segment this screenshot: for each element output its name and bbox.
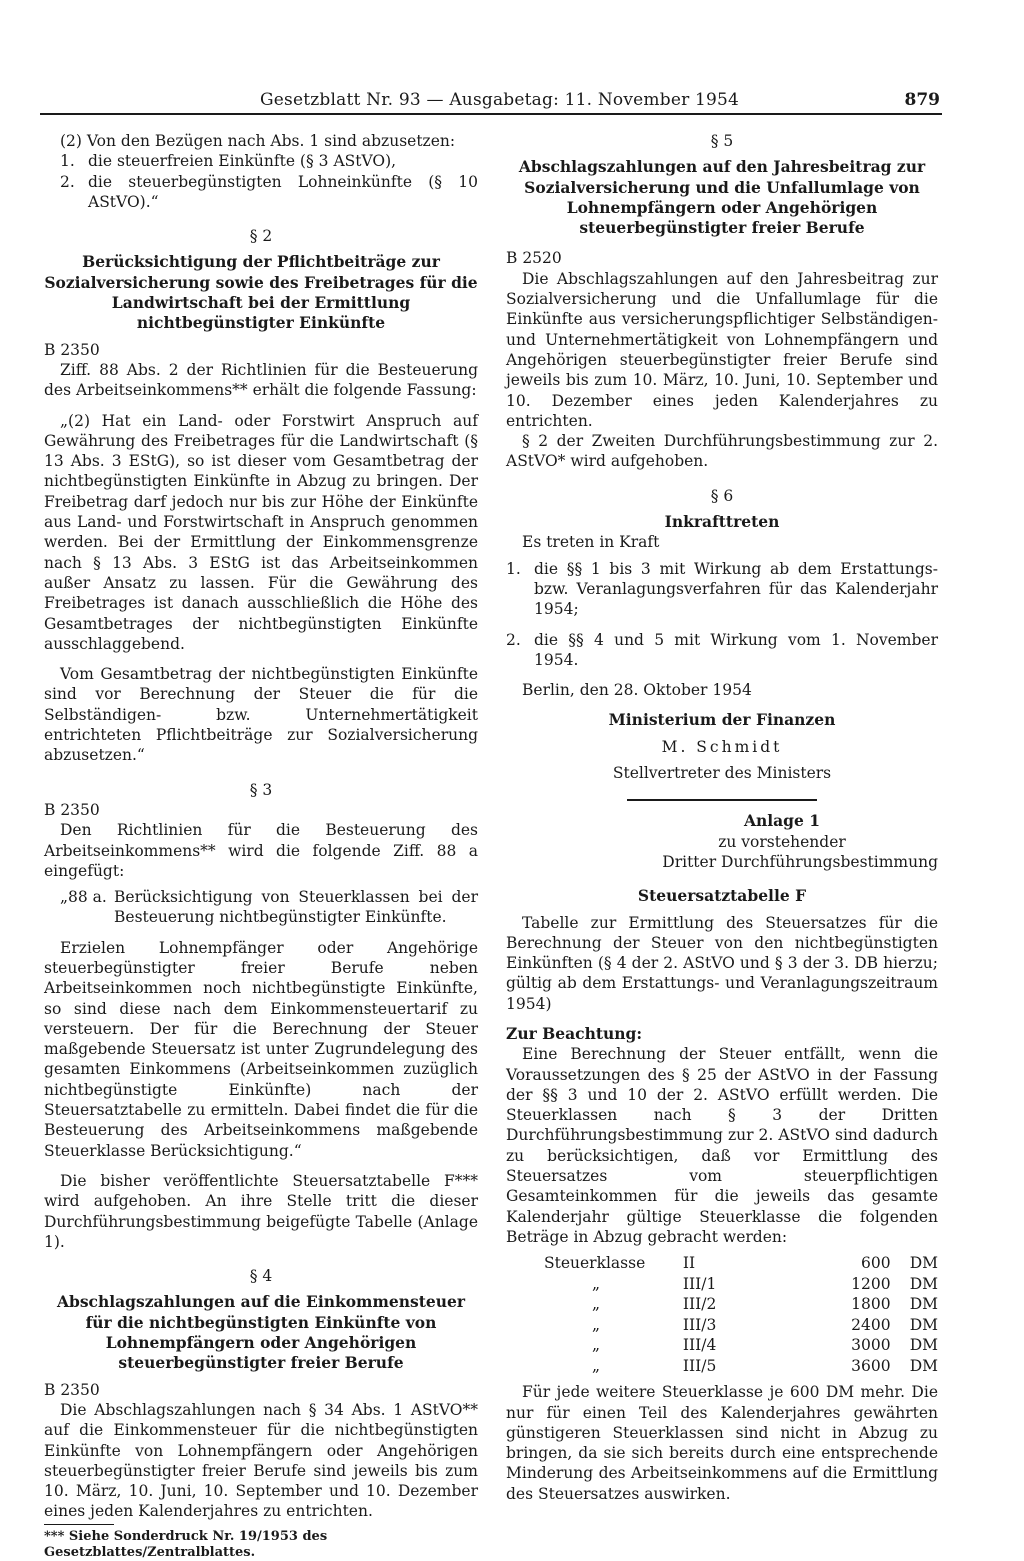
tax-class: III/5 (682, 1356, 717, 1375)
tax-class-prefix: „ (592, 1336, 601, 1355)
deduction-amount: 3600 (851, 1356, 891, 1375)
footnote: *** Siehe Sonderdruck Nr. 19/1953 des Gesetzblattes/Zentralblattes. (44, 1528, 328, 1560)
paragraph: Die Abschlagszahlungen auf den Jahresbeitrag zur Sozialversicherung und die Unfallumlage für die Einkünfte aus versicherungspflichtiger Selbständigen- und Unternehmertätigkeit von Lohnempfängern und Angehörigen steuerbegünstigter freier Berufe sind jeweils bis zum 10. März, 10. Juni, 10. September und 10. Dezember eines jeden Kalenderjahres zu entrichten. (506, 269, 938, 430)
tax-class-prefix: „ (592, 1356, 601, 1375)
currency-unit: DM (909, 1315, 938, 1334)
appendix-line: zu vorstehender (718, 832, 846, 851)
section-title: Abschlagszahlungen auf die Einkommensteuer für die nichtbegünstigten Einkünfte von Lohnempfängern oder Angehörigen steuerbegünstigter freier Berufe (56, 1292, 466, 1373)
paragraph: Ziff. 88 Abs. 2 der Richtlinien für die Besteuerung des Arbeitseinkommens** erhält die folgende Fassung: (44, 360, 478, 400)
signer-name: M. Schmidt (661, 737, 783, 756)
table-description: Tabelle zur Ermittlung des Steuersatzes für die Berechnung der Steuer von den nichtbegünstigten Einkünften (§ 4 der 2. AStVO und § 3 der 3. DB hierzu; gültig ab dem Erstattungs- und Veranlagungszeitraum 1954) (506, 913, 938, 1013)
signer-role: Stellvertreter des Ministers (612, 764, 832, 783)
table-row (544, 1253, 938, 1274)
section-title: Abschlagszahlungen auf den Jahresbeitrag zur Sozialversicherung und die Unfallumlage von Lohnempfängern oder Angehörigen steuerbegünstigter freier Berufe (518, 157, 926, 238)
tax-class: III/3 (682, 1315, 717, 1334)
table-title: Steuersatztabelle F (637, 886, 807, 906)
table-row (544, 1356, 938, 1377)
tax-class-prefix: „ (592, 1295, 601, 1314)
paragraph: Für jede weitere Steuerklasse je 600 DM mehr. Die nur für einen Teil des Kalenderjahres gewährten günstigeren Steuerklassen sind nicht in Abzug zu bringen, da sie sich bereits durch eine entsprechende Minderung des Arbeitseinkommens auf die Ermittlung des Steuersatzes auswirken. (506, 1383, 938, 1503)
table-row (544, 1315, 938, 1336)
list-number: 2. (506, 630, 521, 649)
tax-class-prefix: „ (592, 1274, 601, 1293)
tax-class: III/2 (682, 1295, 717, 1314)
paragraph: Vom Gesamtbetrag der nichtbegünstigten Einkünfte sind vor Berechnung der Steuer die für die Selbständigen- bzw. Unternehmertätigkeit entrichteten Pflichtbeiträge zur Sozialversicherung abzusetzen.“ (44, 665, 478, 765)
currency-unit: DM (909, 1295, 938, 1314)
currency-unit: DM (909, 1254, 938, 1273)
section-number: § 3 (249, 780, 273, 799)
section-title: Inkrafttreten (664, 512, 780, 532)
tax-class: III/4 (682, 1336, 717, 1355)
list-item (506, 559, 938, 620)
signing-date: Berlin, den 28. Oktober 1954 (522, 681, 752, 700)
section-number: § 5 (710, 132, 734, 150)
classification-code: B 2350 (44, 800, 100, 819)
deduction-amount: 600 (860, 1254, 891, 1273)
paragraph: „(2) Hat ein Land- oder Forstwirt Anspruch auf Gewährung des Freibetrages für die Landwirtschaft (§ 13 Abs. 3 EStG), so ist dieser vom Gesamtbetrag der nichtbegünstigten Einkünfte in Abzug zu bringen. Der Freibetrag darf jedoch nur bis zur Höhe der Einkünfte aus Land- und Forstwirtschaft in Anspruch genommen werden. Bei der Ermittlung der Einkommensgrenze nach § 13 Abs. 3 EStG ist das Arbeitseinkommen außer Ansatz zu lassen. Für die Gewährung des Freibetrages ist danach ausschließlich die Höhe des Gesamtbetrages der nichtbegünstigten Einkünfte ausschlaggebend. (44, 411, 478, 653)
list-text: die §§ 4 und 5 mit Wirkung vom 1. November 1954. (534, 630, 938, 669)
table-row (544, 1294, 938, 1315)
classification-code: B 2350 (44, 340, 100, 359)
tax-class-rows (544, 1253, 938, 1376)
deduction-amount: 2400 (851, 1315, 891, 1334)
list-item (44, 151, 478, 171)
separator-rule (627, 799, 817, 801)
currency-unit: DM (909, 1336, 938, 1355)
list-item (44, 172, 478, 213)
right-column (506, 131, 938, 1504)
header-title: Gesetzblatt Nr. 93 — Ausgabetag: 11. November 1954 (260, 90, 740, 110)
footnote-rule (44, 1524, 114, 1525)
paragraph: (2) Von den Bezügen nach Abs. 1 sind abzusetzen: (60, 132, 456, 150)
currency-unit: DM (909, 1274, 938, 1293)
tax-class-prefix: „ (592, 1315, 601, 1334)
section-number: § 4 (249, 1267, 273, 1286)
table-row (544, 1335, 938, 1356)
section-number: § 2 (249, 227, 273, 246)
appendix-title: Anlage 1 (743, 811, 821, 831)
section-title: Berücksichtigung der Pflichtbeiträge zur Sozialversicherung sowie des Freibetrages für die Landwirtschaft bei der Ermittlung nichtbegünstigter Einkünfte (44, 252, 478, 333)
tax-class-table (544, 1253, 938, 1376)
currency-unit: DM (909, 1356, 938, 1375)
tax-class-prefix: Steuerklasse (544, 1254, 646, 1273)
left-column (44, 131, 478, 1561)
paragraph: Die Abschlagszahlungen nach § 34 Abs. 1 AStVO** auf die Einkommensteuer für die nichtbegünstigten Einkünfte von Lohnempfängern oder Angehörigen steuerbegünstigter freier Berufe sind jeweils bis zum 10. März, 10. Juni, 10. September und 10. Dezember eines jeden Kalenderjahres zu entrichten. (44, 1400, 478, 1521)
paragraph: Die bisher veröffentlichte Steuersatztabelle F*** wird aufgehoben. An ihre Stelle tritt die dieser Durchführungsbestimmung beigefügte Tabelle (Anlage 1). (44, 1171, 478, 1251)
classification-code: B 2520 (506, 249, 562, 268)
list-number: 2. (60, 172, 75, 191)
classification-code: B 2350 (44, 1380, 100, 1399)
paragraph: § 2 der Zweiten Durchführungsbestimmung zur 2. AStVO* wird aufgehoben. (506, 432, 938, 471)
page-header (40, 90, 938, 114)
paragraph: Eine Berechnung der Steuer entfällt, wenn die Voraussetzungen des § 25 der AStVO in der Fassung der §§ 3 und 10 der 2. AStVO erfüllt werden. Die Steuerklassen nach § 3 der Dritten Durchführungsbestimmung zur 2. AStVO sind dadurch zu berücksichtigen, daß vor Ermittlung des Steuersatzes vom steuerpflichtigen Gesamteinkommen für die jeweils das gesamte Kalenderjahr gültige Steuerklasse die folgenden Beträge in Abzug gebracht werden: (506, 1045, 938, 1246)
tax-class: III/1 (682, 1274, 717, 1293)
appendix-line: Dritter Durchführungsbestimmung (662, 852, 938, 871)
deduction-amount: 1800 (851, 1295, 891, 1314)
list-item (44, 887, 478, 928)
deduction-amount: 1200 (851, 1274, 891, 1293)
header-rule (40, 113, 942, 115)
ministry-name: Ministerium der Finanzen (608, 710, 836, 730)
list-number: 1. (60, 152, 75, 171)
list-text: Berücksichtigung von Steuerklassen bei der Besteuerung nichtbegünstigter Einkünfte. (114, 888, 478, 927)
list-number: „88 a. (60, 888, 107, 907)
paragraph: Den Richtlinien für die Besteuerung des Arbeitseinkommens** wird die folgende Ziff. 88 a eingefügt: (44, 821, 478, 880)
list-item (506, 630, 938, 671)
list-text: die steuerfreien Einkünfte (§ 3 AStVO), (88, 152, 397, 171)
list-number: 1. (506, 559, 521, 578)
table-row (544, 1274, 938, 1295)
tax-class: II (682, 1254, 696, 1273)
list-text: die §§ 1 bis 3 mit Wirkung ab dem Erstattungs- bzw. Veranlagungsverfahren für das Kalenderjahr 1954; (534, 559, 938, 619)
list-text: die steuerbegünstigten Lohneinkünfte (§ 10 AStVO).“ (88, 172, 478, 211)
paragraph: Es treten in Kraft (522, 533, 660, 552)
paragraph: Erzielen Lohnempfänger oder Angehörige steuerbegünstigter freier Berufe neben Arbeitseinkommen noch nichtbegünstigte Einkünfte, so sind diese nach dem Einkommensteuertarif zu versteuern. Der für die Berechnung der Steuer maßgebende Steuersatz ist unter Zugrundelegung des gesamten Einkommens (Arbeitseinkommen zuzüglich nichtbegünstigte Einkünfte) nach der Steuersatztabelle zu ermitteln. Dabei findet die für die Besteuerung des Arbeitseinkommens maßgebende Steuerklasse Berücksichtigung.“ (44, 938, 478, 1160)
note-heading: Zur Beachtung: (506, 1023, 643, 1043)
deduction-amount: 3000 (851, 1336, 891, 1355)
section-number: § 6 (710, 486, 734, 505)
page-number: 879 (904, 90, 940, 110)
